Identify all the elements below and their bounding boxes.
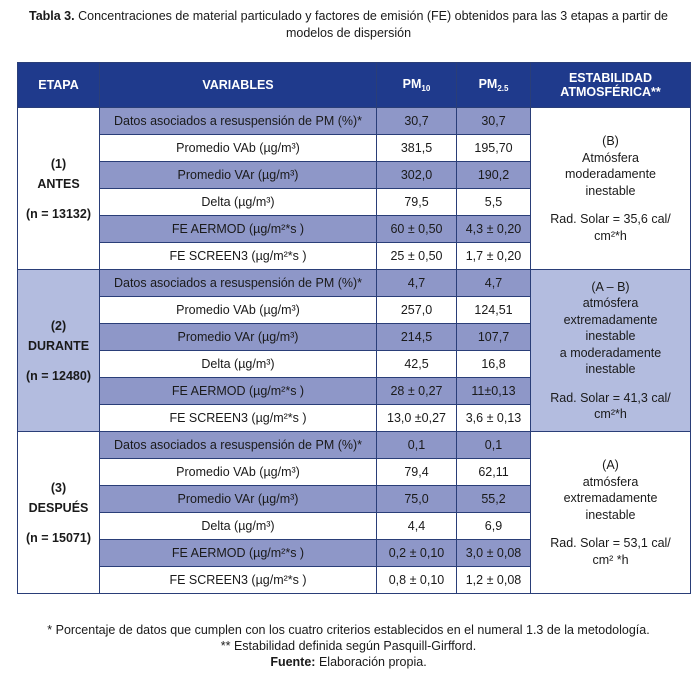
header-etapa: ETAPA: [18, 63, 100, 108]
stability-line: atmósfera: [582, 296, 639, 310]
variable-cell: Promedio VAr (µg/m³): [100, 162, 377, 189]
stability-line: Rad. Solar = 53,1 cal/: [550, 536, 671, 550]
pm25-cell: 1,7 ± 0,20: [457, 243, 531, 270]
stability-cell: [531, 432, 691, 594]
stability-line: a moderadamente: [559, 345, 662, 360]
stage-number: (3): [50, 480, 67, 495]
footnote-1: * Porcentaje de datos que cumplen con los cuatro criterios establecidos en el numeral 1.3 de la metodología.: [47, 623, 650, 637]
header-pm10: $PM_{10}$: [377, 63, 457, 108]
pm25-cell: 107,7: [457, 324, 531, 351]
stability-line: Rad. Solar = 35,6 cal/: [550, 212, 671, 226]
pm10-cell: 302,0: [377, 162, 457, 189]
variable-cell: FE SCREEN3 (µg/m²*s ): [100, 243, 377, 270]
stability-cell: [531, 270, 691, 432]
table-row: [18, 270, 691, 297]
pm10-cell: 79,5: [377, 189, 457, 216]
pm10-cell: 0,1: [377, 432, 457, 459]
variable-cell: FE AERMOD (µg/m²*s ): [100, 216, 377, 243]
pm25-cell: 5,5: [457, 189, 531, 216]
pm25-cell: 3,6 ± 0,13: [457, 405, 531, 432]
header-estabilidad: ESTABILIDAD ATMOSFÉRICA**: [531, 63, 691, 108]
table-caption: [10, 8, 687, 42]
pm25-cell: 4,3 ± 0,20: [457, 216, 531, 243]
caption-text: Concentraciones de material particulado y factores de emisión (FE) obtenidos para las 3 etapas a partir de modelos de dispersión: [78, 9, 668, 40]
pm10-cell: 214,5: [377, 324, 457, 351]
header-pm25: $PM_{2.5}$: [457, 63, 531, 108]
stability-line: (B): [602, 134, 619, 148]
stability-line: cm²*h: [594, 407, 627, 421]
variable-cell: Datos asociados a resuspensión de PM (%)*: [100, 432, 377, 459]
pm10-cell: 42,5: [377, 351, 457, 378]
pm25-cell: 55,2: [457, 486, 531, 513]
pm10-cell: 381,5: [377, 135, 457, 162]
stage-n: (n = 13132): [26, 206, 91, 221]
table-row: [18, 108, 691, 135]
pm25-cell: 195,70: [457, 135, 531, 162]
stability-line: cm²*h: [594, 228, 627, 243]
caption-label: Tabla 3.: [28, 9, 75, 23]
pm25-cell: 1,2 ± 0,08: [457, 567, 531, 594]
pm10-cell: 28 ± 0,27: [377, 378, 457, 405]
source-line: [10, 654, 687, 670]
pm10-cell: 60 ± 0,50: [377, 216, 457, 243]
variable-cell: FE SCREEN3 (µg/m²*s ): [100, 567, 377, 594]
stability-line: moderadamente: [564, 167, 657, 181]
pm10-cell: 30,7: [377, 108, 457, 135]
stage-number: (1): [50, 156, 67, 171]
variable-cell: Datos asociados a resuspensión de PM (%)*: [100, 270, 377, 297]
stability-line: (A): [602, 458, 619, 472]
pm10-cell: 0,2 ± 0,10: [377, 540, 457, 567]
stability-line: inestable: [585, 507, 636, 522]
pm25-cell: 190,2: [457, 162, 531, 189]
stability-line: extremadamente: [563, 491, 658, 505]
emission-table: [17, 62, 691, 594]
stage-cell: [18, 270, 100, 432]
stability-cell: [531, 108, 691, 270]
variable-cell: Delta (µg/m³): [100, 189, 377, 216]
variable-cell: Datos asociados a resuspensión de PM (%)*: [100, 108, 377, 135]
stage-cell: [18, 432, 100, 594]
pm25-cell: 11±0,13: [457, 378, 531, 405]
footnote-2: ** Estabilidad definida según Pasquill-Girfford.: [220, 639, 477, 653]
variable-cell: Promedio VAb (µg/m³): [100, 297, 377, 324]
pm25-cell: 0,1: [457, 432, 531, 459]
variable-cell: Promedio VAb (µg/m³): [100, 459, 377, 486]
table-notes: [10, 622, 687, 670]
pm10-cell: 0,8 ± 0,10: [377, 567, 457, 594]
variable-cell: Delta (µg/m³): [100, 351, 377, 378]
stability-line: atmósfera: [582, 474, 639, 489]
stage-n: (n = 15071): [26, 530, 91, 545]
stage-n: (n = 12480): [26, 368, 91, 383]
pm25-cell: 30,7: [457, 108, 531, 135]
variable-cell: FE SCREEN3 (µg/m²*s ): [100, 405, 377, 432]
pm25-cell: 3,0 ± 0,08: [457, 540, 531, 567]
pm25-cell: 124,51: [457, 297, 531, 324]
pm25-cell: 6,9: [457, 513, 531, 540]
stage-name: DESPUÉS: [28, 500, 89, 515]
pm10-cell: 257,0: [377, 297, 457, 324]
pm25-cell: 62,11: [457, 459, 531, 486]
variable-cell: Promedio VAr (µg/m³): [100, 486, 377, 513]
stability-line: Atmósfera: [582, 150, 639, 165]
pm25-cell: 4,7: [457, 270, 531, 297]
pm10-cell: 13,0 ±0,27: [377, 405, 457, 432]
stability-line: (A – B): [591, 279, 630, 294]
variable-cell: FE AERMOD (µg/m²*s ): [100, 540, 377, 567]
stage-name: ANTES: [37, 176, 80, 191]
stage-name: DURANTE: [27, 338, 90, 353]
table-row: [18, 432, 691, 459]
variable-cell: Delta (µg/m³): [100, 513, 377, 540]
pm10-cell: 4,7: [377, 270, 457, 297]
stability-line: inestable: [585, 329, 636, 343]
stability-line: inestable: [585, 183, 636, 198]
pm25-cell: 16,8: [457, 351, 531, 378]
pm10-cell: 25 ± 0,50: [377, 243, 457, 270]
stability-line: cm² *h: [592, 552, 629, 567]
header-variables: VARIABLES: [100, 63, 377, 108]
stability-line: inestable: [585, 362, 636, 376]
stability-line: Rad. Solar = 41,3 cal/: [550, 390, 671, 405]
variable-cell: Promedio VAb (µg/m³): [100, 135, 377, 162]
pm10-cell: 79,4: [377, 459, 457, 486]
variable-cell: Promedio VAr (µg/m³): [100, 324, 377, 351]
source-text: Elaboración propia.: [318, 655, 427, 669]
stage-number: (2): [50, 318, 67, 333]
pm10-cell: 4,4: [377, 513, 457, 540]
header-row: [18, 63, 691, 108]
variable-cell: FE AERMOD (µg/m²*s ): [100, 378, 377, 405]
source-label: Fuente:: [270, 655, 316, 669]
pm10-cell: 75,0: [377, 486, 457, 513]
stage-cell: [18, 108, 100, 270]
stability-line: extremadamente: [563, 312, 658, 327]
